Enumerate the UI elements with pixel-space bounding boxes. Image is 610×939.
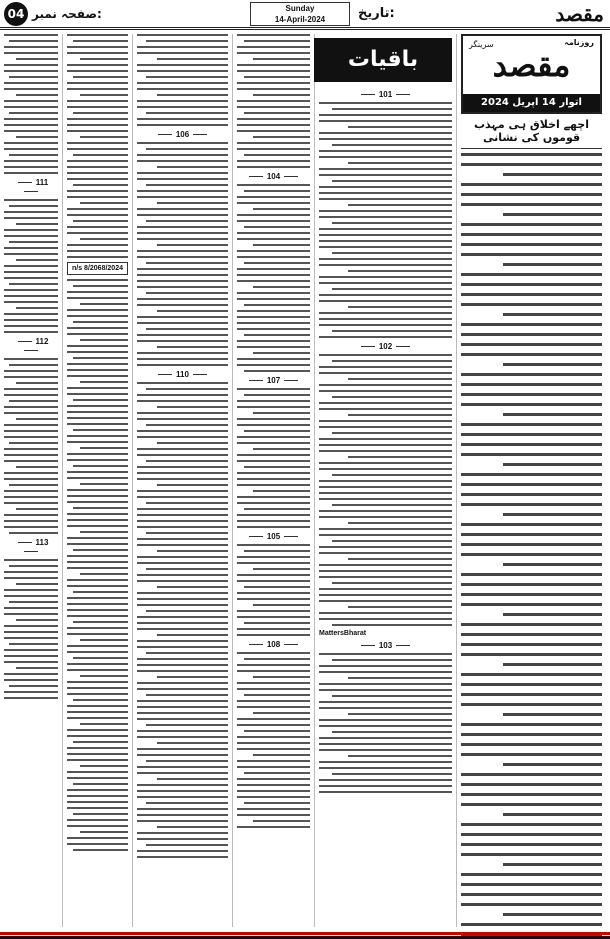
text-block bbox=[67, 34, 128, 258]
text-block bbox=[137, 142, 228, 366]
article-number: 104 bbox=[237, 172, 310, 181]
editorial-subtitle: سرینگر bbox=[469, 40, 494, 49]
reference-box bbox=[67, 262, 128, 275]
editorial-title: اچھے اخلاق ہی مہذب قوموں کی نشانی bbox=[461, 114, 602, 149]
footer-rule-red bbox=[0, 932, 610, 935]
text-block bbox=[4, 559, 58, 699]
text-block bbox=[237, 388, 310, 528]
text-block bbox=[319, 102, 452, 338]
editorial-date-bar: اتوار 14 اپریل 2024 bbox=[463, 94, 600, 112]
article-number: 111 bbox=[4, 178, 58, 196]
editorial-masthead bbox=[461, 34, 602, 114]
article-number: 101 bbox=[319, 90, 452, 99]
text-block bbox=[4, 199, 58, 333]
column-2 bbox=[62, 34, 132, 927]
text-block bbox=[237, 34, 310, 168]
article-number: 107 bbox=[237, 376, 310, 385]
text-block bbox=[4, 34, 58, 174]
date-box bbox=[250, 2, 350, 26]
date-day: Sunday bbox=[285, 4, 315, 13]
masthead bbox=[0, 0, 610, 30]
article-number: 102 bbox=[319, 342, 452, 351]
masthead-logo: مقصد bbox=[555, 2, 604, 26]
editorial-body bbox=[461, 153, 602, 939]
text-block bbox=[137, 34, 228, 126]
date-full: 14-April-2024 bbox=[274, 15, 326, 24]
section-header: باقیات bbox=[314, 38, 452, 82]
page-number-block bbox=[4, 2, 102, 26]
column-4 bbox=[232, 34, 314, 927]
article-number: 108 bbox=[237, 640, 310, 649]
editorial-column bbox=[456, 34, 606, 927]
text-block bbox=[237, 652, 310, 828]
article-number: 103 bbox=[319, 641, 452, 650]
reference-number: n/s 8/2068/2024 bbox=[72, 265, 123, 272]
text-block bbox=[319, 354, 452, 626]
column-5 bbox=[314, 34, 456, 927]
article-number: 106 bbox=[137, 130, 228, 139]
page-number: 04 bbox=[4, 2, 28, 26]
article-number: 110 bbox=[137, 370, 228, 379]
page-number-label: صفحہ نمبر: bbox=[32, 7, 102, 21]
date-label: تاریخ: bbox=[358, 6, 395, 21]
column-1 bbox=[0, 34, 62, 927]
text-block bbox=[237, 184, 310, 372]
text-block bbox=[137, 382, 228, 858]
text-block bbox=[67, 279, 128, 851]
text-block bbox=[4, 358, 58, 534]
matters-bharat-label: MattersBharat bbox=[319, 630, 367, 637]
article-number: 112 bbox=[4, 337, 58, 355]
article-number: 105 bbox=[237, 532, 310, 541]
article-number: 113 bbox=[4, 538, 58, 556]
text-block bbox=[319, 653, 452, 793]
column-3 bbox=[132, 34, 232, 927]
editorial-logo: مقصد bbox=[492, 46, 571, 84]
editorial-tag: روزنامہ bbox=[564, 38, 594, 47]
text-block bbox=[237, 544, 310, 636]
